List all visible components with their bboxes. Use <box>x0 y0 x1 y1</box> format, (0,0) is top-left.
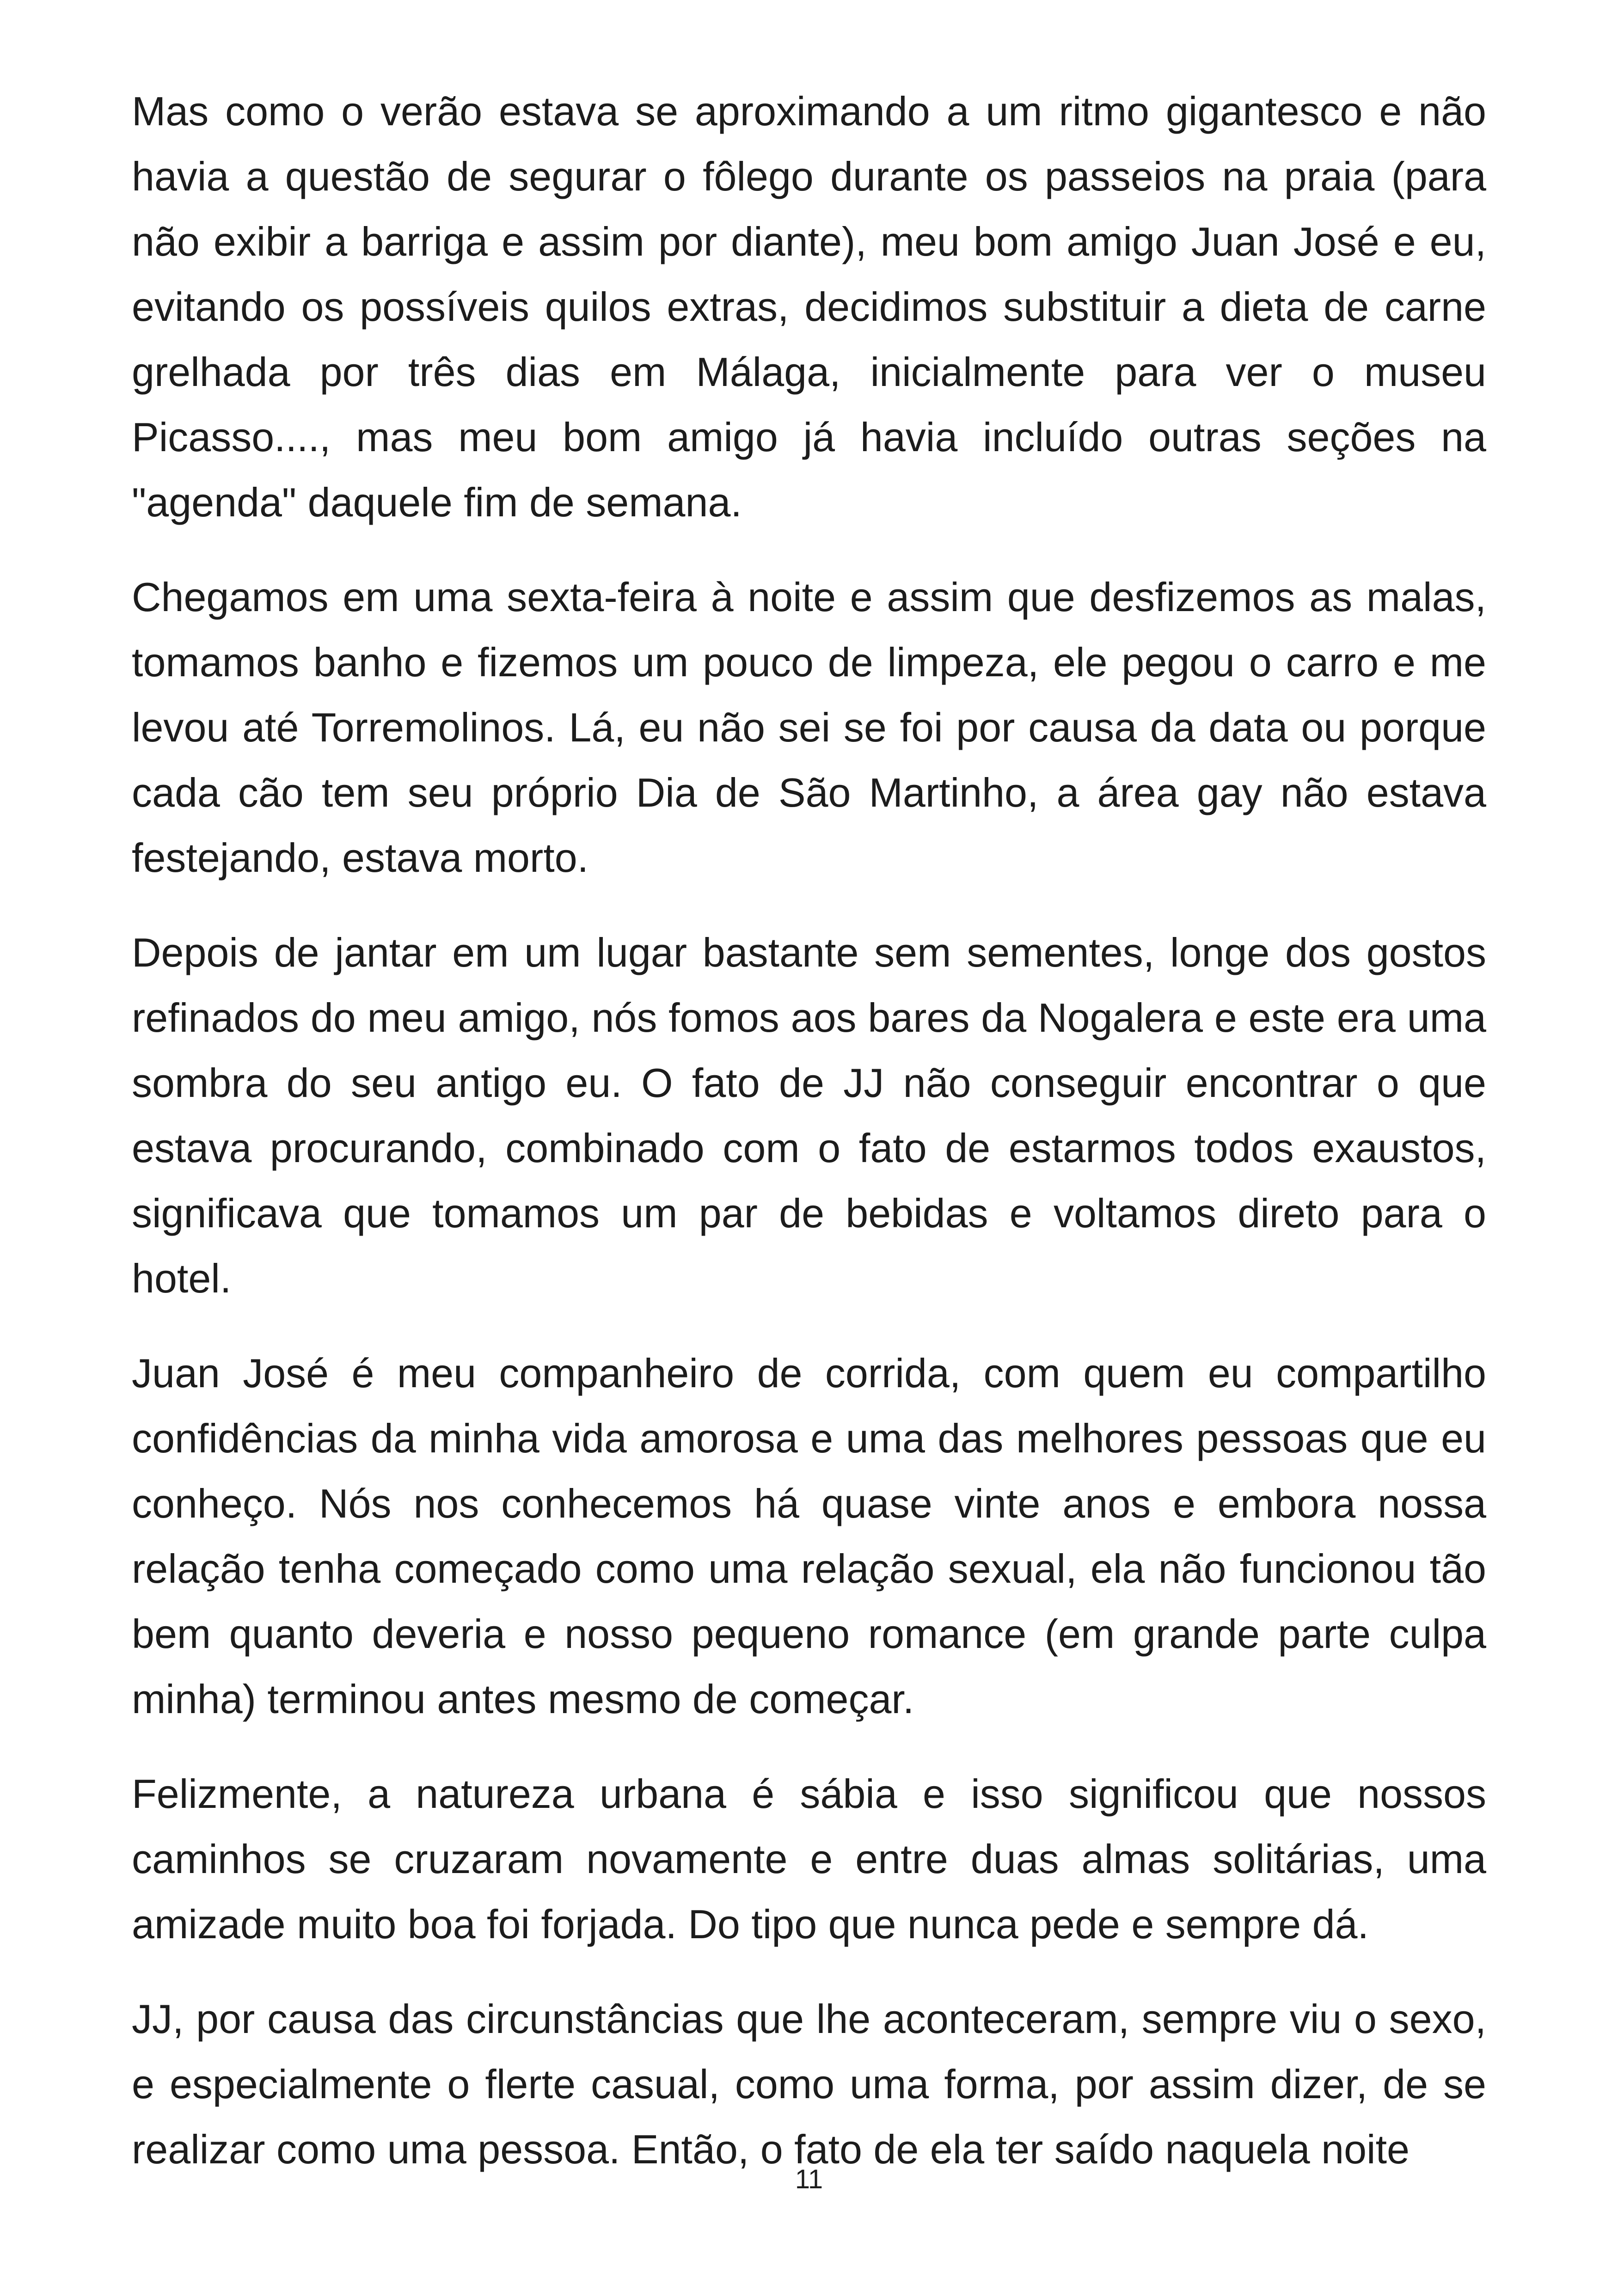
paragraph-3: Depois de jantar em um lugar bastante sem sementes, longe dos gostos refinados do meu amigo, nós fomos aos bares da Nogalera e este era uma sombra do seu antigo eu. O fato de JJ não conseguir encontrar o que estava procurando, combinado com o fato de estarmos todos exaustos, significava que tomamos um par de bebidas e voltamos direto para o hotel. <box>132 930 1486 1301</box>
page-number: 11 <box>795 2164 823 2194</box>
paragraph-5: Felizmente, a natureza urbana é sábia e isso significou que nossos caminhos se cruzaram novamente e entre duas almas solitárias, uma amizade muito boa foi forjada. Do tipo que nunca pede e sempre dá. <box>132 1771 1486 1947</box>
body-text <box>132 79 1486 2211</box>
paragraph-6: JJ, por causa das circunstâncias que lhe aconteceram, sempre viu o sexo, e especialmente o flerte casual, como uma forma, por assim dizer, de se realizar como uma pessoa. Então, o fato de ela ter saído naquela noite <box>132 1996 1486 2172</box>
paragraph-1: Mas como o verão estava se aproximando a um ritmo gigantesco e não havia a questão de segurar o fôlego durante os passeios na praia (para não exibir a barriga e assim por diante), meu bom amigo Juan José e eu, evitando os possíveis quilos extras, decidimos substituir a dieta de carne grelhada por três dias em Málaga, inicialmente para ver o museu Picasso...., mas meu bom amigo já havia incluído outras seções na "agenda" daquele fim de semana. <box>132 88 1486 525</box>
paragraph-4: Juan José é meu companheiro de corrida, com quem eu compartilho confidências da minha vida amorosa e uma das melhores pessoas que eu conheço. Nós nos conhecemos há quase vinte anos e embora nossa relação tenha começado como uma relação sexual, ela não funcionou tão bem quanto deveria e nosso pequeno romance (em grande parte culpa minha) terminou antes mesmo de começar. <box>132 1350 1486 1722</box>
paragraph-2: Chegamos em uma sexta-feira à noite e assim que desfizemos as malas, tomamos banho e fizemos um pouco de limpeza, ele pegou o carro e me levou até Torremolinos. Lá, eu não sei se foi por causa da data ou porque cada cão tem seu próprio Dia de São Martinho, a área gay não estava festejando, estava morto. <box>132 574 1486 881</box>
